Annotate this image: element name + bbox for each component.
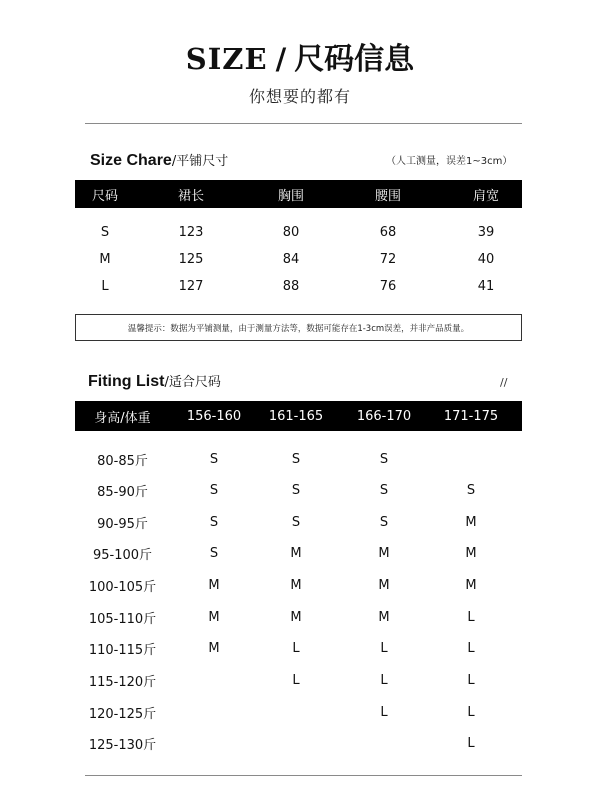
- fit-cell: M: [465, 514, 477, 530]
- fit-cell: M: [378, 545, 390, 561]
- decorative-mark: //: [500, 376, 508, 389]
- table-row: [75, 510, 522, 534]
- fit-cell: L: [292, 640, 300, 656]
- fit-cell: [175, 668, 253, 692]
- bust-cell: 88: [282, 278, 300, 294]
- fit-cell: [257, 700, 335, 724]
- shoulder-cell: 40: [477, 251, 495, 267]
- table-row: [75, 541, 522, 565]
- fit-col-height-2: 161-165: [268, 408, 324, 424]
- size-col-bust: 胸围: [277, 188, 304, 204]
- shoulder-cell: 39: [477, 224, 495, 240]
- weight-cell: 125-130斤: [88, 737, 157, 753]
- size-cell: L: [101, 278, 109, 294]
- table-row: [75, 219, 522, 245]
- fit-cell: M: [378, 609, 390, 625]
- fit-cell: [345, 731, 423, 755]
- table-row: [75, 700, 522, 724]
- fit-col-height-4: 171-175: [443, 408, 499, 424]
- fit-cell: M: [290, 545, 302, 561]
- fit-cell: S: [379, 482, 389, 498]
- fit-cell: M: [208, 640, 220, 656]
- bust-cell: 80: [282, 224, 300, 240]
- fit-section-heading: [88, 371, 221, 391]
- fit-cell: S: [291, 514, 301, 530]
- table-row: [75, 478, 522, 502]
- fit-cell: S: [209, 514, 219, 530]
- fit-cell: S: [209, 482, 219, 498]
- fit-col-height-weight: 身高/体重: [94, 410, 151, 426]
- weight-cell: 105-110斤: [88, 611, 157, 627]
- weight-cell: 90-95斤: [97, 516, 148, 532]
- weight-cell: 120-125斤: [88, 706, 157, 722]
- fit-cell: S: [291, 482, 301, 498]
- fit-cell: M: [378, 577, 390, 593]
- length-cell: 125: [178, 251, 204, 267]
- fit-cell: M: [465, 577, 477, 593]
- table-row: [75, 246, 522, 272]
- table-row: [75, 605, 522, 629]
- fit-cell: L: [292, 672, 300, 688]
- fit-cell: [432, 447, 510, 471]
- measurement-note: （人工测量，误差1~3cm）: [386, 156, 513, 167]
- page-subtitle: 你想要的都有: [248, 87, 351, 106]
- fit-col-height-3: 166-170: [356, 408, 412, 424]
- weight-cell: 85-90斤: [97, 484, 148, 500]
- fit-heading-sub: /适合尺码: [164, 375, 221, 390]
- fit-cell: L: [380, 704, 388, 720]
- waist-cell: 76: [379, 278, 397, 294]
- size-col-shoulder: 肩宽: [472, 188, 499, 204]
- table-row: [75, 636, 522, 660]
- size-heading-sub: /平铺尺寸: [171, 154, 229, 169]
- shoulder-cell: 41: [477, 278, 495, 294]
- size-cell: S: [100, 224, 110, 240]
- fit-cell: L: [467, 640, 475, 656]
- title-chinese: 尺码信息: [294, 42, 415, 77]
- bust-cell: 84: [282, 251, 300, 267]
- weight-cell: 110-115斤: [88, 642, 157, 658]
- measurement-tip: 温馨提示：数据为平铺测量，由于测量方法等，数据可能存在1-3cm误差，并非产品质量。: [75, 314, 522, 341]
- top-divider: [85, 123, 522, 124]
- table-row: [75, 447, 522, 471]
- fit-cell: L: [380, 672, 388, 688]
- fit-cell: S: [209, 545, 219, 561]
- bottom-divider: [85, 775, 522, 776]
- size-cell: M: [99, 251, 111, 267]
- fit-cell: [257, 731, 335, 755]
- fit-table-header: [75, 401, 522, 431]
- fit-cell: S: [466, 482, 476, 498]
- fit-cell: S: [379, 451, 389, 467]
- weight-cell: 115-120斤: [88, 674, 157, 690]
- fit-cell: L: [467, 704, 475, 720]
- fit-cell: [175, 731, 253, 755]
- fit-cell: M: [290, 609, 302, 625]
- fit-cell: [175, 700, 253, 724]
- fit-cell: M: [465, 545, 477, 561]
- fit-cell: L: [380, 640, 388, 656]
- length-cell: 127: [178, 278, 204, 294]
- fit-cell: S: [209, 451, 219, 467]
- fit-cell: M: [208, 609, 220, 625]
- size-col-waist: 腰围: [374, 188, 401, 204]
- size-col-length: 裙长: [177, 188, 204, 204]
- fit-cell: L: [467, 735, 475, 751]
- weight-cell: 80-85斤: [97, 453, 148, 469]
- title-english: SIZE: [185, 42, 268, 76]
- table-row: [75, 573, 522, 597]
- fit-cell: L: [467, 609, 475, 625]
- length-cell: 123: [178, 224, 204, 240]
- size-table-header: [75, 180, 522, 208]
- page-title: [0, 34, 600, 78]
- size-section-heading: [90, 150, 228, 170]
- fit-cell: M: [290, 577, 302, 593]
- table-row: [75, 273, 522, 299]
- size-col-size: 尺码: [91, 188, 118, 204]
- fit-cell: S: [291, 451, 301, 467]
- title-separator: /: [275, 42, 287, 76]
- fit-cell: S: [379, 514, 389, 530]
- table-row: [75, 668, 522, 692]
- weight-cell: 95-100斤: [92, 547, 153, 563]
- waist-cell: 72: [379, 251, 397, 267]
- fit-heading-bold: Fiting List: [88, 373, 165, 390]
- waist-cell: 68: [379, 224, 397, 240]
- fit-cell: M: [208, 577, 220, 593]
- size-heading-bold: Size Chare: [90, 152, 172, 169]
- table-row: [75, 731, 522, 755]
- fit-cell: L: [467, 672, 475, 688]
- weight-cell: 100-105斤: [88, 579, 157, 595]
- fit-col-height-1: 156-160: [186, 408, 242, 424]
